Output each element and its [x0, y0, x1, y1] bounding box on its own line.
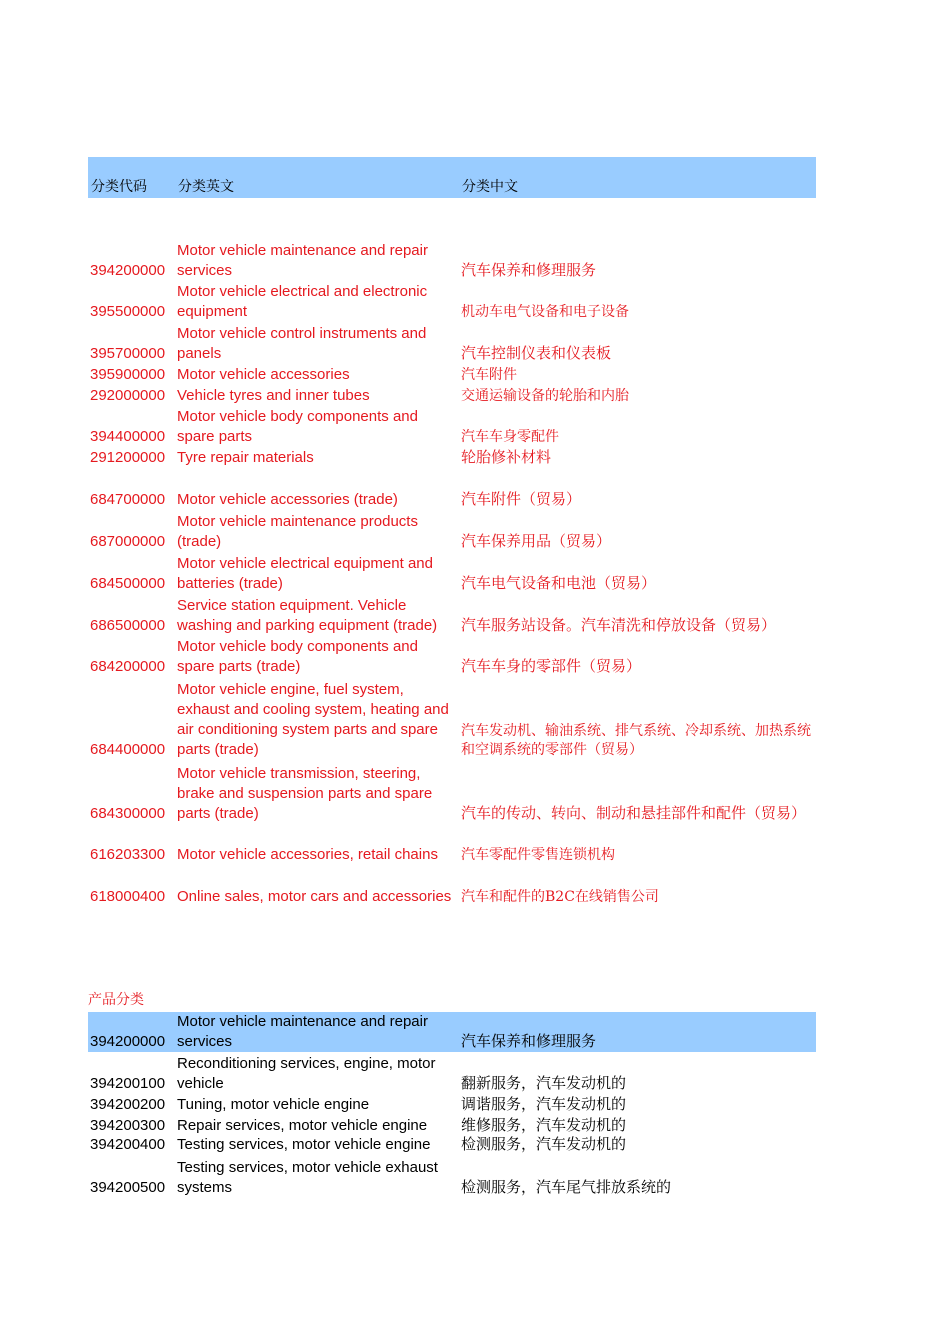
- table-row: [88, 764, 816, 824]
- cell-chinese: 汽车车身零配件: [461, 429, 559, 445]
- cell-english: Motor vehicle maintenance and repair services: [177, 1013, 428, 1050]
- cell-code: 394200100: [90, 1075, 166, 1092]
- cell-english: Testing services, motor vehicle exhaust systems: [177, 1159, 438, 1196]
- cell-code: 395900000: [90, 366, 166, 383]
- cell-english: Motor vehicle transmission, steering, brake and suspension parts and spare parts (trade): [177, 765, 433, 822]
- cell-chinese: 汽车保养和修理服务: [461, 1033, 597, 1050]
- cell-chinese: 调谐服务，汽车发动机的: [461, 1096, 627, 1113]
- cell-code: 394200200: [90, 1096, 166, 1113]
- table-row: [88, 554, 816, 594]
- table-row: [88, 845, 816, 865]
- cell-chinese: 汽车服务站设备。汽车清洗和停放设备（贸易）: [461, 617, 777, 634]
- cell-code: 616203300: [90, 846, 166, 863]
- header-chinese: 分类中文: [462, 179, 518, 195]
- cell-code: 394200000: [90, 262, 166, 279]
- cell-english: Testing services, motor vehicle engine: [177, 1136, 431, 1153]
- table-header: [88, 157, 816, 198]
- cell-chinese: 汽车附件: [461, 367, 517, 383]
- cell-chinese: 汽车的传动、转向、制动和悬挂部件和配件（贸易）: [461, 805, 807, 822]
- cell-chinese: 交通运输设备的轮胎和内胎: [461, 388, 629, 404]
- product-row: [88, 1116, 816, 1136]
- cell-code: 395500000: [90, 303, 166, 320]
- table-row: [88, 490, 816, 510]
- cell-english: Motor vehicle accessories, retail chains: [177, 846, 438, 863]
- cell-english: Motor vehicle accessories: [177, 366, 350, 383]
- cell-english: Reconditioning services, engine, motor vehicle: [177, 1055, 436, 1092]
- table-row: [88, 365, 816, 385]
- cell-code: 291200000: [90, 449, 166, 466]
- table-row: [88, 448, 816, 468]
- cell-code: 684200000: [90, 658, 166, 675]
- table-row: [88, 386, 816, 406]
- header-code: 分类代码: [91, 179, 147, 195]
- cell-code: 684700000: [90, 491, 166, 508]
- table-row: [88, 241, 816, 281]
- cell-code: 684500000: [90, 575, 166, 592]
- cell-chinese: 汽车保养和修理服务: [461, 262, 597, 279]
- cell-english: Service station equipment. Vehicle washing and parking equipment (trade): [177, 597, 438, 634]
- table-row: [88, 867, 816, 907]
- table-row: [88, 407, 816, 447]
- product-row: [88, 1054, 816, 1094]
- cell-code: 684300000: [90, 805, 166, 822]
- cell-english: Tyre repair materials: [177, 449, 314, 466]
- table-row: [88, 324, 816, 364]
- cell-english: Online sales, motor cars and accessories: [177, 888, 452, 905]
- cell-chinese: 汽车零配件零售连锁机构: [461, 847, 615, 863]
- table-row: [88, 596, 816, 636]
- product-row: [88, 1158, 816, 1198]
- cell-chinese: 汽车保养用品（贸易）: [461, 533, 612, 550]
- cell-english: Tuning, motor vehicle engine: [177, 1096, 370, 1113]
- cell-code: 618000400: [90, 888, 166, 905]
- table-row: [88, 512, 816, 552]
- cell-english: Motor vehicle maintenance and repair services: [177, 242, 428, 279]
- cell-english: Motor vehicle electrical equipment and batteries (trade): [177, 555, 433, 592]
- cell-chinese: 汽车电气设备和电池（贸易）: [461, 575, 657, 592]
- cell-english: Motor vehicle control instruments and panels: [177, 325, 427, 362]
- table-row: [88, 680, 816, 760]
- section-label: 产品分类: [88, 992, 144, 1008]
- cell-code: 394200300: [90, 1117, 166, 1134]
- cell-english: Repair services, motor vehicle engine: [177, 1117, 428, 1134]
- cell-code: 684400000: [90, 741, 166, 758]
- product-row: [88, 1095, 816, 1115]
- cell-code: 686500000: [90, 617, 166, 634]
- cell-english: Vehicle tyres and inner tubes: [177, 387, 370, 404]
- cell-chinese: 检测服务，汽车发动机的: [461, 1136, 627, 1153]
- cell-english: Motor vehicle body components and spare parts: [177, 408, 418, 445]
- cell-code: 292000000: [90, 387, 166, 404]
- cell-code: 394200000: [90, 1033, 166, 1050]
- cell-code: 394200500: [90, 1179, 166, 1196]
- cell-english: Motor vehicle body components and spare parts (trade): [177, 638, 418, 675]
- cell-chinese: 机动车电气设备和电子设备: [461, 304, 629, 320]
- cell-chinese: 汽车附件（贸易）: [461, 491, 582, 508]
- cell-english: Motor vehicle electrical and electronic equipment: [177, 283, 428, 320]
- cell-chinese: 汽车控制仪表和仪表板: [461, 345, 612, 362]
- header-english: 分类英文: [178, 179, 234, 195]
- cell-chinese: 轮胎修补材料: [461, 449, 552, 466]
- cell-english: Motor vehicle engine, fuel system, exhaust and cooling system, heating and air conditioning system parts and spare parts (trade): [177, 681, 449, 758]
- cell-chinese: 维修服务，汽车发动机的: [461, 1117, 627, 1134]
- cell-code: 687000000: [90, 533, 166, 550]
- cell-chinese: 检测服务，汽车尾气排放系统的: [461, 1179, 672, 1196]
- product-row: [88, 1012, 816, 1052]
- cell-code: 394200400: [90, 1136, 166, 1153]
- table-row: [88, 282, 816, 322]
- cell-chinese: 汽车和配件的B2C在线销售公司: [461, 889, 659, 905]
- cell-english: Motor vehicle accessories (trade): [177, 491, 398, 508]
- cell-code: 395700000: [90, 345, 166, 362]
- product-row: [88, 1135, 816, 1155]
- cell-chinese: 汽车发动机、输油系统、排气系统、冷却系统、加热系统和空调系统的零部件（贸易）: [461, 723, 811, 758]
- cell-chinese: 翻新服务，汽车发动机的: [461, 1075, 627, 1092]
- cell-chinese: 汽车车身的零部件（贸易）: [461, 658, 642, 675]
- table-row: [88, 637, 816, 677]
- cell-english: Motor vehicle maintenance products (trade): [177, 513, 418, 550]
- cell-code: 394400000: [90, 428, 166, 445]
